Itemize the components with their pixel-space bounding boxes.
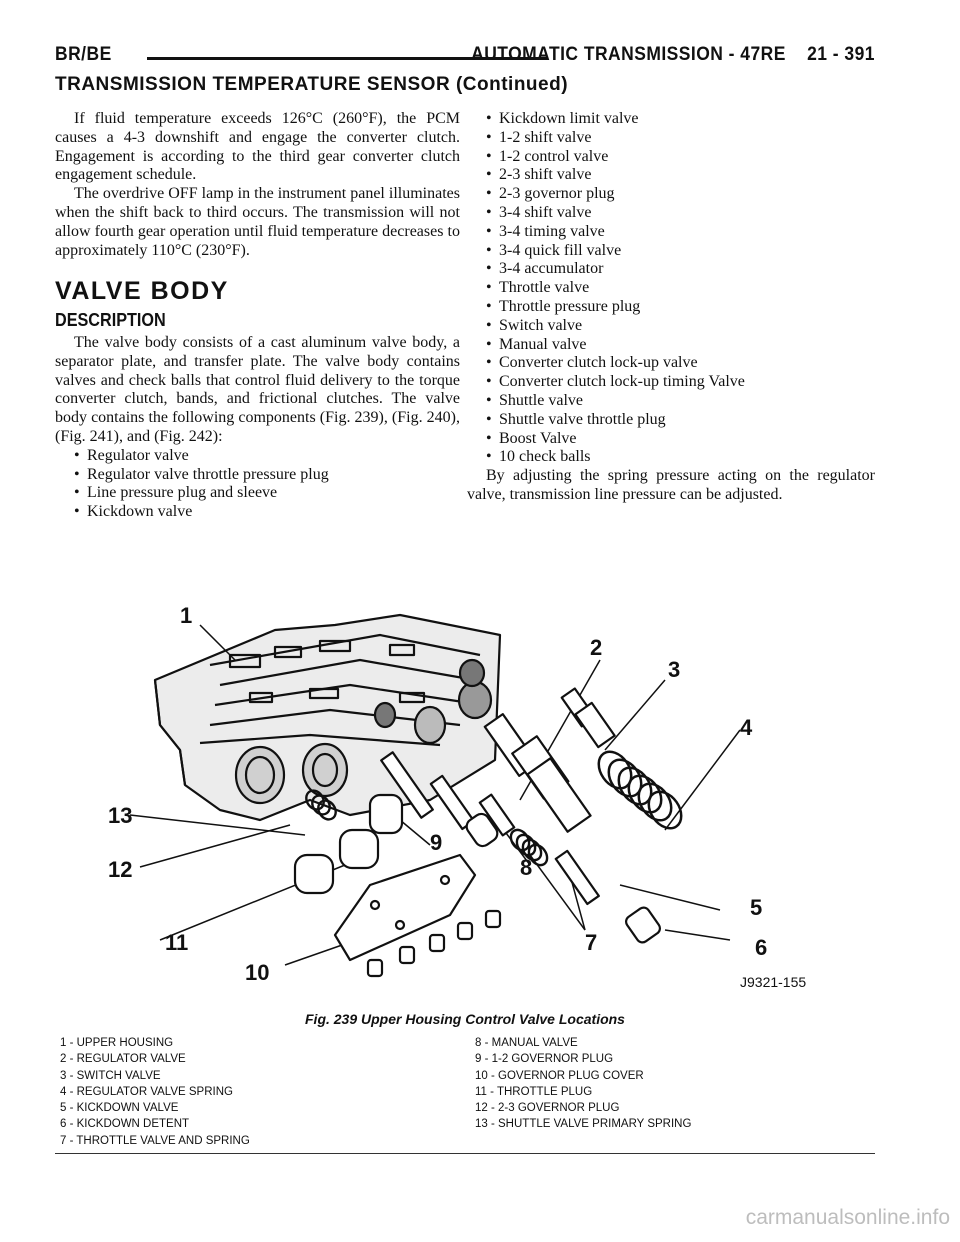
legend-item: 13 - SHUTTLE VALVE PRIMARY SPRING — [475, 1118, 692, 1131]
bullet-icon: • — [486, 335, 492, 353]
bullet-icon: • — [486, 373, 492, 391]
legend-item: 8 - MANUAL VALVE — [475, 1037, 578, 1049]
bullet-icon: • — [486, 410, 492, 428]
list-item: • Regulator valve throttle pressure plug — [74, 465, 329, 483]
component-list-left — [55, 447, 460, 522]
callout-9: 9 — [430, 830, 443, 855]
header-model: BR/BE — [55, 44, 112, 65]
list-item: • Manual valve — [486, 335, 587, 353]
bullet-icon: • — [486, 316, 492, 334]
bullet-icon: • — [486, 279, 492, 297]
bullet-icon: • — [74, 484, 80, 502]
bullet-icon: • — [486, 128, 492, 146]
bullet-icon: • — [486, 448, 492, 466]
list-item: • Converter clutch lock-up timing Valve — [486, 373, 745, 391]
bullet-icon: • — [486, 147, 492, 165]
callout-12: 12 — [108, 857, 133, 882]
callout-7: 7 — [585, 930, 598, 955]
list-item: • Line pressure plug and sleeve — [74, 484, 278, 502]
legend-item: 9 - 1-2 GOVERNOR PLUG — [475, 1053, 614, 1066]
bullet-icon: • — [74, 446, 80, 464]
list-item: • 3-4 shift valve — [486, 203, 592, 221]
callout-11: 11 — [165, 930, 189, 955]
callout-8: 8 — [520, 855, 533, 880]
list-item: • 1-2 control valve — [486, 147, 609, 165]
subheading-description: DESCRIPTION — [55, 310, 166, 331]
list-item: • Switch valve — [486, 316, 583, 334]
list-item: • Throttle valve — [486, 279, 590, 297]
callout-3: 3 — [668, 657, 681, 682]
heading-valve-body: VALVE BODY — [55, 277, 229, 306]
bullet-icon: • — [486, 391, 492, 409]
figure-caption: Fig. 239 Upper Housing Control Valve Locations — [305, 1011, 625, 1027]
bullet-icon: • — [486, 297, 492, 315]
paragraph-temp-exceeds: If fluid temperature exceeds 126°C (260°F), the PCM causes a 4-3 downshift and engage the converter clutch. Engagement is according to the third gear converter clutch engagement schedule. — [55, 110, 460, 184]
right-column — [467, 110, 875, 505]
bullet-icon: • — [486, 354, 492, 372]
list-item: • 10 check balls — [486, 448, 591, 466]
paragraph-valve-body-description: The valve body consists of a cast aluminum valve body, a separator plate, and transfer plate. The valve body contains valves and check balls that control fluid delivery to the torque converter clutch, bands, and frictional clutches. The valve body contains the following components (Fig. 239), (Fig. 240), (Fig. 241), and (Fig. 242): — [55, 333, 460, 445]
callout-5: 5 — [750, 895, 763, 920]
callout-4: 4 — [740, 715, 753, 740]
callout-6: 6 — [755, 935, 768, 960]
legend-item: 3 - SWITCH VALVE — [60, 1069, 161, 1082]
list-item: • Kickdown valve — [74, 503, 193, 521]
header-chapter: AUTOMATIC TRANSMISSION - 47RE 21 - 391 — [471, 44, 875, 65]
legend-item: 10 - GOVERNOR PLUG COVER — [475, 1069, 644, 1082]
bullet-icon: • — [486, 260, 492, 278]
list-item: • 3-4 accumulator — [486, 260, 604, 278]
bullet-icon: • — [486, 241, 492, 259]
page-header — [55, 44, 875, 74]
figure-code: J9321-155 — [740, 974, 807, 990]
bullet-icon: • — [486, 185, 492, 203]
legend-item: 11 - THROTTLE PLUG — [475, 1085, 593, 1098]
legend-item: 12 - 2-3 GOVERNOR PLUG — [475, 1102, 620, 1115]
list-item: • 3-4 quick fill valve — [486, 241, 622, 259]
list-item: • 1-2 shift valve — [486, 128, 592, 146]
legend-item: 6 - KICKDOWN DETENT — [60, 1118, 190, 1131]
list-item: • Kickdown limit valve — [486, 110, 639, 127]
legend-column-right — [475, 1035, 691, 1133]
list-item: • Regulator valve — [74, 446, 189, 464]
legend-item: 7 - THROTTLE VALVE AND SPRING — [60, 1134, 250, 1147]
callout-13: 13 — [108, 803, 133, 828]
legend-rule — [55, 1153, 875, 1154]
list-item: • 2-3 shift valve — [486, 166, 592, 184]
left-column — [55, 110, 460, 522]
list-item: • Converter clutch lock-up valve — [486, 354, 698, 372]
list-item: • 2-3 governor plug — [486, 185, 615, 203]
list-item: • Shuttle valve — [486, 391, 583, 409]
legend-column-left — [60, 1035, 250, 1149]
valve-body-illustration — [100, 585, 840, 1005]
legend-item: 5 - KICKDOWN VALVE — [60, 1102, 179, 1115]
list-item: • 3-4 timing valve — [486, 222, 605, 240]
paragraph-line-pressure: By adjusting the spring pressure acting on the regulator valve, transmission line pressure can be adjusted. — [467, 467, 875, 503]
bullet-icon: • — [486, 429, 492, 447]
legend-item: 2 - REGULATOR VALVE — [60, 1053, 186, 1066]
bullet-icon: • — [486, 166, 492, 184]
bullet-icon: • — [74, 503, 80, 521]
callout-1: 1 — [180, 603, 193, 628]
bullet-icon: • — [74, 465, 80, 483]
callout-2: 2 — [590, 635, 603, 660]
watermark: carmanualsonline.info — [745, 1206, 950, 1229]
list-item: • Boost Valve — [486, 429, 577, 447]
callout-10: 10 — [245, 960, 270, 985]
component-list-right — [467, 110, 875, 467]
bullet-icon: • — [486, 110, 492, 127]
list-item: • Shuttle valve throttle plug — [486, 410, 666, 428]
bullet-icon: • — [486, 203, 492, 221]
legend-item: 1 - UPPER HOUSING — [60, 1037, 174, 1049]
bullet-icon: • — [486, 222, 492, 240]
list-item: • Throttle pressure plug — [486, 297, 641, 315]
paragraph-overdrive-lamp: The overdrive OFF lamp in the instrument panel illuminates when the shift back to third occurs. The transmission will not allow fourth gear operation until fluid temperature decreases to approximately 110°C (230°F). — [55, 185, 460, 259]
section-title: TRANSMISSION TEMPERATURE SENSOR (Continued) — [55, 74, 569, 95]
legend-item: 4 - REGULATOR VALVE SPRING — [60, 1085, 233, 1098]
